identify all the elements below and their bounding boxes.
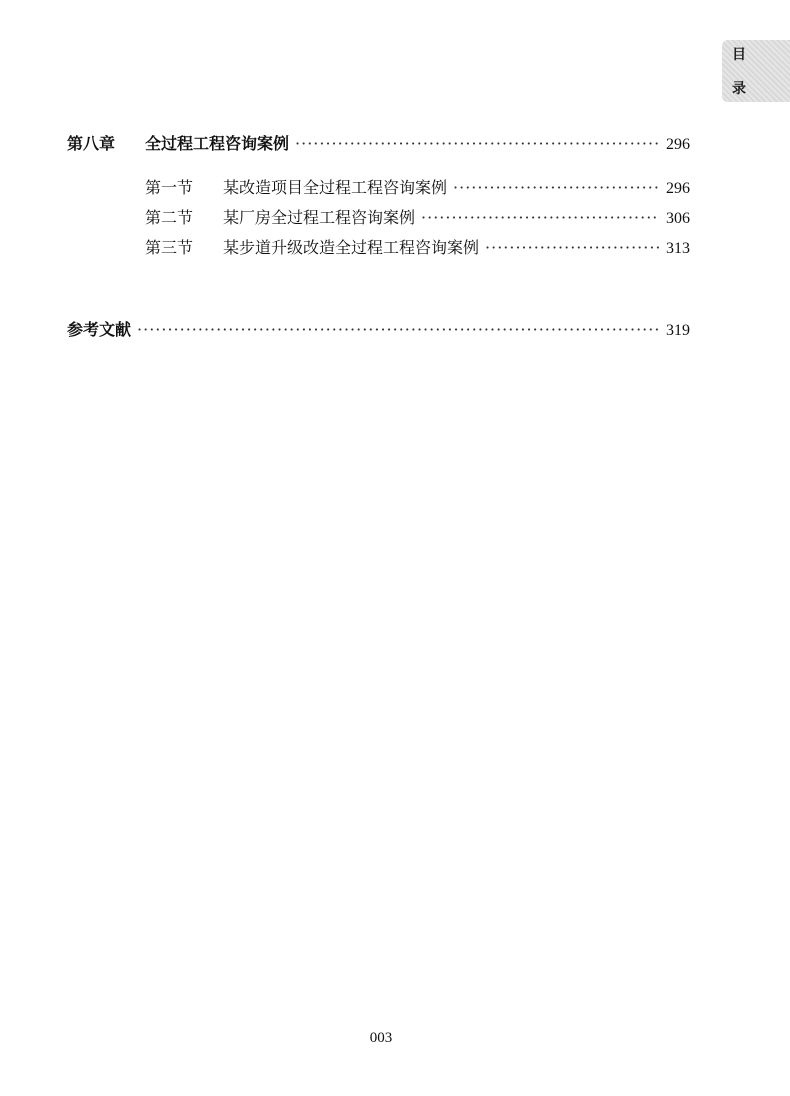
chapter-label: 第八章: [67, 134, 116, 153]
toc-entry-section-1: [145, 178, 690, 199]
toc-entry-section-3: [145, 238, 690, 259]
dot-leader: [485, 238, 660, 258]
section-title: 某厂房全过程工程咨询案例: [223, 208, 416, 227]
chapter-page-number: 296: [666, 136, 690, 153]
references-title: 参考文献: [67, 320, 132, 339]
toc-entry-references: [67, 320, 690, 341]
dot-leader: [295, 134, 660, 154]
dot-leader: [421, 208, 660, 228]
section-page-number: 313: [666, 240, 690, 257]
side-tab-char-1: 目: [732, 47, 746, 63]
chapter-title: 全过程工程咨询案例: [145, 134, 290, 153]
references-page-number: 319: [666, 322, 690, 339]
dot-leader: [453, 178, 660, 198]
section-page-number: 296: [666, 180, 690, 197]
toc-entry-section-2: [145, 208, 690, 229]
section-label: 第三节: [145, 238, 194, 257]
side-tab-char-2: 录: [732, 81, 746, 97]
section-label: 第二节: [145, 208, 194, 227]
page-number-footer: 003: [369, 1030, 393, 1046]
toc-side-tab: [722, 40, 790, 102]
toc-entry-chapter: [67, 134, 690, 155]
section-title: 某步道升级改造全过程工程咨询案例: [223, 238, 480, 257]
dot-leader: [137, 320, 660, 340]
section-title: 某改造项目全过程工程咨询案例: [223, 178, 448, 197]
section-page-number: 306: [666, 210, 690, 227]
section-label: 第一节: [145, 178, 194, 197]
